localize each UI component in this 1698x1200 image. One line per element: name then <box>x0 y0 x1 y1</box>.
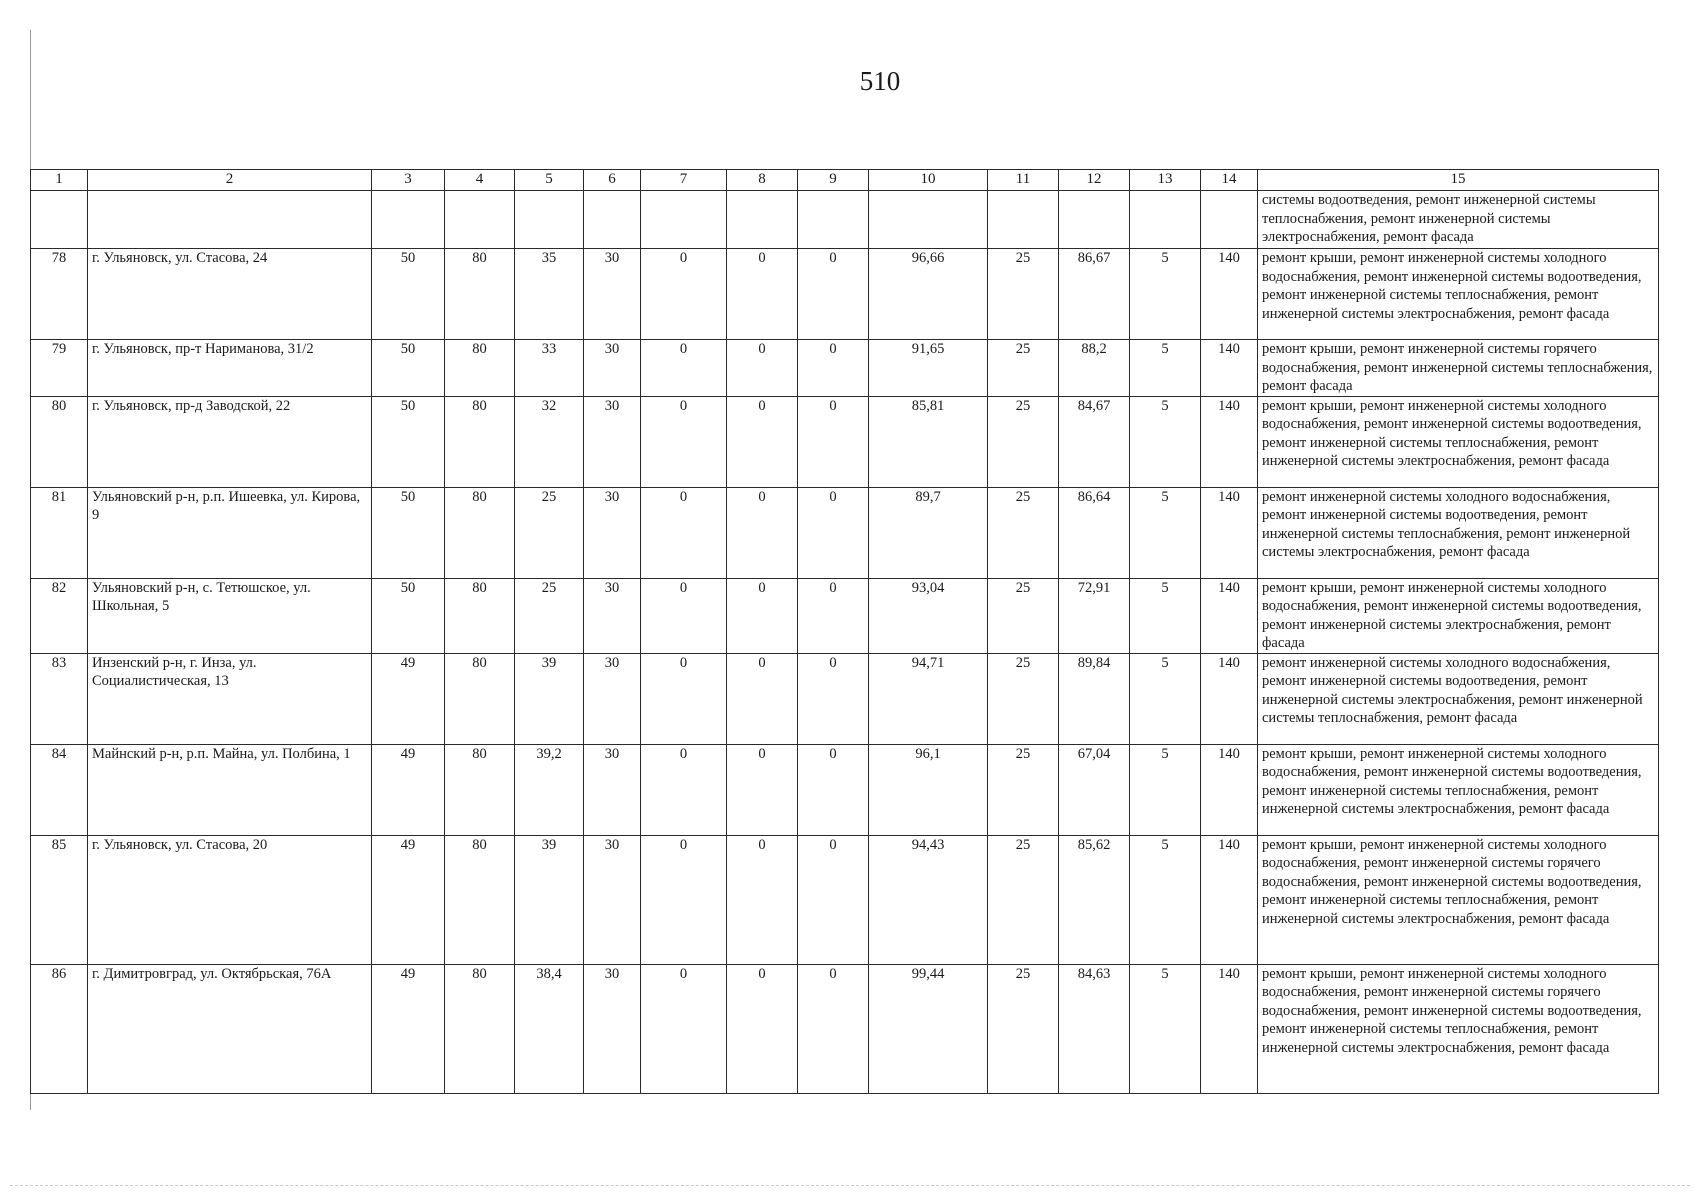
value-cell: 0 <box>727 964 798 1093</box>
value-cell: 80 <box>445 578 515 653</box>
value-cell: 5 <box>1130 744 1201 835</box>
value-cell: 0 <box>727 835 798 964</box>
column-header: 12 <box>1059 170 1130 191</box>
value-cell: 5 <box>1130 964 1201 1093</box>
value-cell: 140 <box>1201 964 1258 1093</box>
value-cell: 30 <box>584 487 641 578</box>
value-cell: 30 <box>584 744 641 835</box>
value-cell: 25 <box>988 744 1059 835</box>
table-row <box>31 578 1659 653</box>
value-cell: 67,04 <box>1059 744 1130 835</box>
value-cell: 0 <box>641 964 727 1093</box>
value-cell: 140 <box>1201 487 1258 578</box>
address-cell: г. Ульяновск, ул. Стасова, 20 <box>88 835 372 964</box>
column-header: 2 <box>88 170 372 191</box>
value-cell: 72,91 <box>1059 578 1130 653</box>
value-cell: 25 <box>515 578 584 653</box>
repair-works-cell: ремонт крыши, ремонт инженерной системы холодного водоснабжения, ремонт инженерной системы горячего водоснабжения, ремонт инженерной системы водоотведения, ремонт инженерной системы теплоснабжения, ремонт инженерной системы электроснабжения, ремонт фасада <box>1258 835 1659 964</box>
value-cell: 30 <box>584 340 641 397</box>
value-cell: 84,63 <box>1059 964 1130 1093</box>
value-cell: 30 <box>584 578 641 653</box>
row-number-cell: 86 <box>31 964 88 1093</box>
value-cell: 0 <box>727 340 798 397</box>
value-cell: 80 <box>445 744 515 835</box>
value-cell: 140 <box>1201 744 1258 835</box>
value-cell: 80 <box>445 340 515 397</box>
value-cell: 80 <box>445 249 515 340</box>
value-cell: 94,43 <box>869 835 988 964</box>
value-cell: 50 <box>372 340 445 397</box>
column-header: 7 <box>641 170 727 191</box>
value-cell: 140 <box>1201 396 1258 487</box>
repair-works-cell: ремонт крыши, ремонт инженерной системы холодного водоснабжения, ремонт инженерной системы водоотведения, ремонт инженерной системы теплоснабжения, ремонт инженерной системы электроснабжения, ремонт фасада <box>1258 249 1659 340</box>
value-cell: 30 <box>584 249 641 340</box>
value-cell: 88,2 <box>1059 340 1130 397</box>
value-cell: 0 <box>641 653 727 744</box>
value-cell: 0 <box>641 744 727 835</box>
repair-works-cell: ремонт крыши, ремонт инженерной системы холодного водоснабжения, ремонт инженерной системы водоотведения, ремонт инженерной системы теплоснабжения, ремонт инженерной системы электроснабжения, ремонт фасада <box>1258 744 1659 835</box>
value-cell: 0 <box>798 340 869 397</box>
value-cell: 140 <box>1201 578 1258 653</box>
value-cell: 0 <box>798 835 869 964</box>
column-header: 14 <box>1201 170 1258 191</box>
value-cell: 25 <box>515 487 584 578</box>
value-cell: 49 <box>372 835 445 964</box>
value-cell: 38,4 <box>515 964 584 1093</box>
value-cell: 80 <box>445 835 515 964</box>
value-cell: 86,64 <box>1059 487 1130 578</box>
value-cell: 96,1 <box>869 744 988 835</box>
value-cell: 25 <box>988 249 1059 340</box>
value-cell: 80 <box>445 964 515 1093</box>
value-cell: 5 <box>1130 249 1201 340</box>
value-cell: 0 <box>798 249 869 340</box>
value-cell: 39 <box>515 835 584 964</box>
value-cell: 25 <box>988 487 1059 578</box>
value-cell: 32 <box>515 396 584 487</box>
value-cell: 30 <box>584 964 641 1093</box>
address-cell: г. Ульяновск, пр-т Нариманова, 31/2 <box>88 340 372 397</box>
column-header: 5 <box>515 170 584 191</box>
value-cell: 0 <box>641 835 727 964</box>
address-cell: г. Ульяновск, ул. Стасова, 24 <box>88 249 372 340</box>
row-number-cell: 81 <box>31 487 88 578</box>
scan-bottom-edge <box>10 1185 1690 1186</box>
value-cell: 80 <box>445 396 515 487</box>
column-number-row <box>31 170 1659 191</box>
value-cell: 140 <box>1201 340 1258 397</box>
column-header: 3 <box>372 170 445 191</box>
column-header: 11 <box>988 170 1059 191</box>
value-cell: 86,67 <box>1059 249 1130 340</box>
repair-works-cell: ремонт инженерной системы холодного водоснабжения, ремонт инженерной системы водоотведения, ремонт инженерной системы теплоснабжения, ремонт инженерной системы электроснабжения, ремонт фасада <box>1258 487 1659 578</box>
address-cell: Майнский р-н, р.п. Майна, ул. Полбина, 1 <box>88 744 372 835</box>
row-number-cell: 80 <box>31 396 88 487</box>
table-row <box>31 396 1659 487</box>
row-number-cell: 78 <box>31 249 88 340</box>
value-cell: 0 <box>798 487 869 578</box>
value-cell: 49 <box>372 964 445 1093</box>
value-cell: 0 <box>641 578 727 653</box>
value-cell: 0 <box>641 396 727 487</box>
value-cell: 140 <box>1201 653 1258 744</box>
value-cell: 94,71 <box>869 653 988 744</box>
column-header: 1 <box>31 170 88 191</box>
address-cell: Ульяновский р-н, с. Тетюшское, ул. Школьная, 5 <box>88 578 372 653</box>
value-cell: 0 <box>727 578 798 653</box>
column-header: 10 <box>869 170 988 191</box>
table-row <box>31 964 1659 1093</box>
row-number-cell: 79 <box>31 340 88 397</box>
value-cell: 39 <box>515 653 584 744</box>
address-cell: г. Димитровград, ул. Октябрьская, 76А <box>88 964 372 1093</box>
value-cell: 0 <box>798 744 869 835</box>
value-cell: 0 <box>641 487 727 578</box>
table-row <box>31 487 1659 578</box>
value-cell: 50 <box>372 487 445 578</box>
value-cell: 25 <box>988 964 1059 1093</box>
value-cell: 25 <box>988 578 1059 653</box>
value-cell: 80 <box>445 487 515 578</box>
value-cell: 0 <box>727 396 798 487</box>
value-cell: 91,65 <box>869 340 988 397</box>
value-cell: 0 <box>727 653 798 744</box>
value-cell: 0 <box>798 964 869 1093</box>
table-row <box>31 744 1659 835</box>
value-cell: 85,81 <box>869 396 988 487</box>
repair-works-cell: ремонт инженерной системы холодного водоснабжения, ремонт инженерной системы водоотведения, ремонт инженерной системы электроснабжения, ремонт инженерной системы теплоснабжения, ремонт фасада <box>1258 653 1659 744</box>
value-cell: 25 <box>988 396 1059 487</box>
value-cell: 5 <box>1130 396 1201 487</box>
page-number: 510 <box>859 66 901 96</box>
value-cell: 50 <box>372 249 445 340</box>
value-cell: 93,04 <box>869 578 988 653</box>
table-row <box>31 653 1659 744</box>
address-cell: г. Ульяновск, пр-д Заводской, 22 <box>88 396 372 487</box>
value-cell: 5 <box>1130 487 1201 578</box>
value-cell: 50 <box>372 396 445 487</box>
value-cell: 0 <box>798 578 869 653</box>
repair-works-cell: ремонт крыши, ремонт инженерной системы холодного водоснабжения, ремонт инженерной системы водоотведения, ремонт инженерной системы электроснабжения, ремонт фасада <box>1258 578 1659 653</box>
value-cell: 39,2 <box>515 744 584 835</box>
value-cell: 30 <box>584 653 641 744</box>
address-cell: Ульяновский р-н, р.п. Ишеевка, ул. Кирова, 9 <box>88 487 372 578</box>
value-cell: 30 <box>584 396 641 487</box>
column-header: 15 <box>1258 170 1659 191</box>
repair-works-cell: ремонт крыши, ремонт инженерной системы горячего водоснабжения, ремонт инженерной системы теплоснабжения, ремонт фасада <box>1258 340 1659 397</box>
repair-works-cell: ремонт крыши, ремонт инженерной системы холодного водоснабжения, ремонт инженерной системы водоотведения, ремонт инженерной системы теплоснабжения, ремонт инженерной системы электроснабжения, ремонт фасада <box>1258 396 1659 487</box>
value-cell: 25 <box>988 340 1059 397</box>
address-cell: Инзенский р-н, г. Инза, ул. Социалистическая, 13 <box>88 653 372 744</box>
row-number-cell: 84 <box>31 744 88 835</box>
continuation-row <box>31 191 1659 249</box>
value-cell: 49 <box>372 744 445 835</box>
column-header: 13 <box>1130 170 1201 191</box>
value-cell: 50 <box>372 578 445 653</box>
value-cell: 25 <box>988 835 1059 964</box>
value-cell: 0 <box>641 340 727 397</box>
value-cell: 0 <box>798 653 869 744</box>
row-number-cell: 83 <box>31 653 88 744</box>
value-cell: 5 <box>1130 835 1201 964</box>
value-cell: 49 <box>372 653 445 744</box>
value-cell: 5 <box>1130 340 1201 397</box>
value-cell: 35 <box>515 249 584 340</box>
column-header: 4 <box>445 170 515 191</box>
value-cell: 89,7 <box>869 487 988 578</box>
column-header: 8 <box>727 170 798 191</box>
column-header: 6 <box>584 170 641 191</box>
row-number-cell: 85 <box>31 835 88 964</box>
value-cell: 80 <box>445 653 515 744</box>
column-header: 9 <box>798 170 869 191</box>
value-cell: 25 <box>988 653 1059 744</box>
value-cell: 99,44 <box>869 964 988 1093</box>
value-cell: 0 <box>641 249 727 340</box>
repair-works-cell: ремонт крыши, ремонт инженерной системы холодного водоснабжения, ремонт инженерной системы горячего водоснабжения, ремонт инженерной системы водоотведения, ремонт инженерной системы теплоснабжения, ремонт инженерной системы электроснабжения, ремонт фасада <box>1258 964 1659 1093</box>
value-cell: 85,62 <box>1059 835 1130 964</box>
value-cell: 33 <box>515 340 584 397</box>
value-cell: 0 <box>798 396 869 487</box>
value-cell: 0 <box>727 249 798 340</box>
value-cell: 0 <box>727 487 798 578</box>
table-row <box>31 249 1659 340</box>
value-cell: 5 <box>1130 578 1201 653</box>
table-row <box>31 835 1659 964</box>
repair-works-cell: системы водоотведения, ремонт инженерной системы теплоснабжения, ремонт инженерной системы электроснабжения, ремонт фасада <box>1258 191 1659 249</box>
value-cell: 0 <box>727 744 798 835</box>
value-cell: 140 <box>1201 249 1258 340</box>
value-cell: 84,67 <box>1059 396 1130 487</box>
table-row <box>31 340 1659 397</box>
value-cell: 96,66 <box>869 249 988 340</box>
value-cell: 5 <box>1130 653 1201 744</box>
value-cell: 30 <box>584 835 641 964</box>
row-number-cell: 82 <box>31 578 88 653</box>
value-cell: 89,84 <box>1059 653 1130 744</box>
repair-register-table <box>30 169 1659 1094</box>
value-cell: 140 <box>1201 835 1258 964</box>
